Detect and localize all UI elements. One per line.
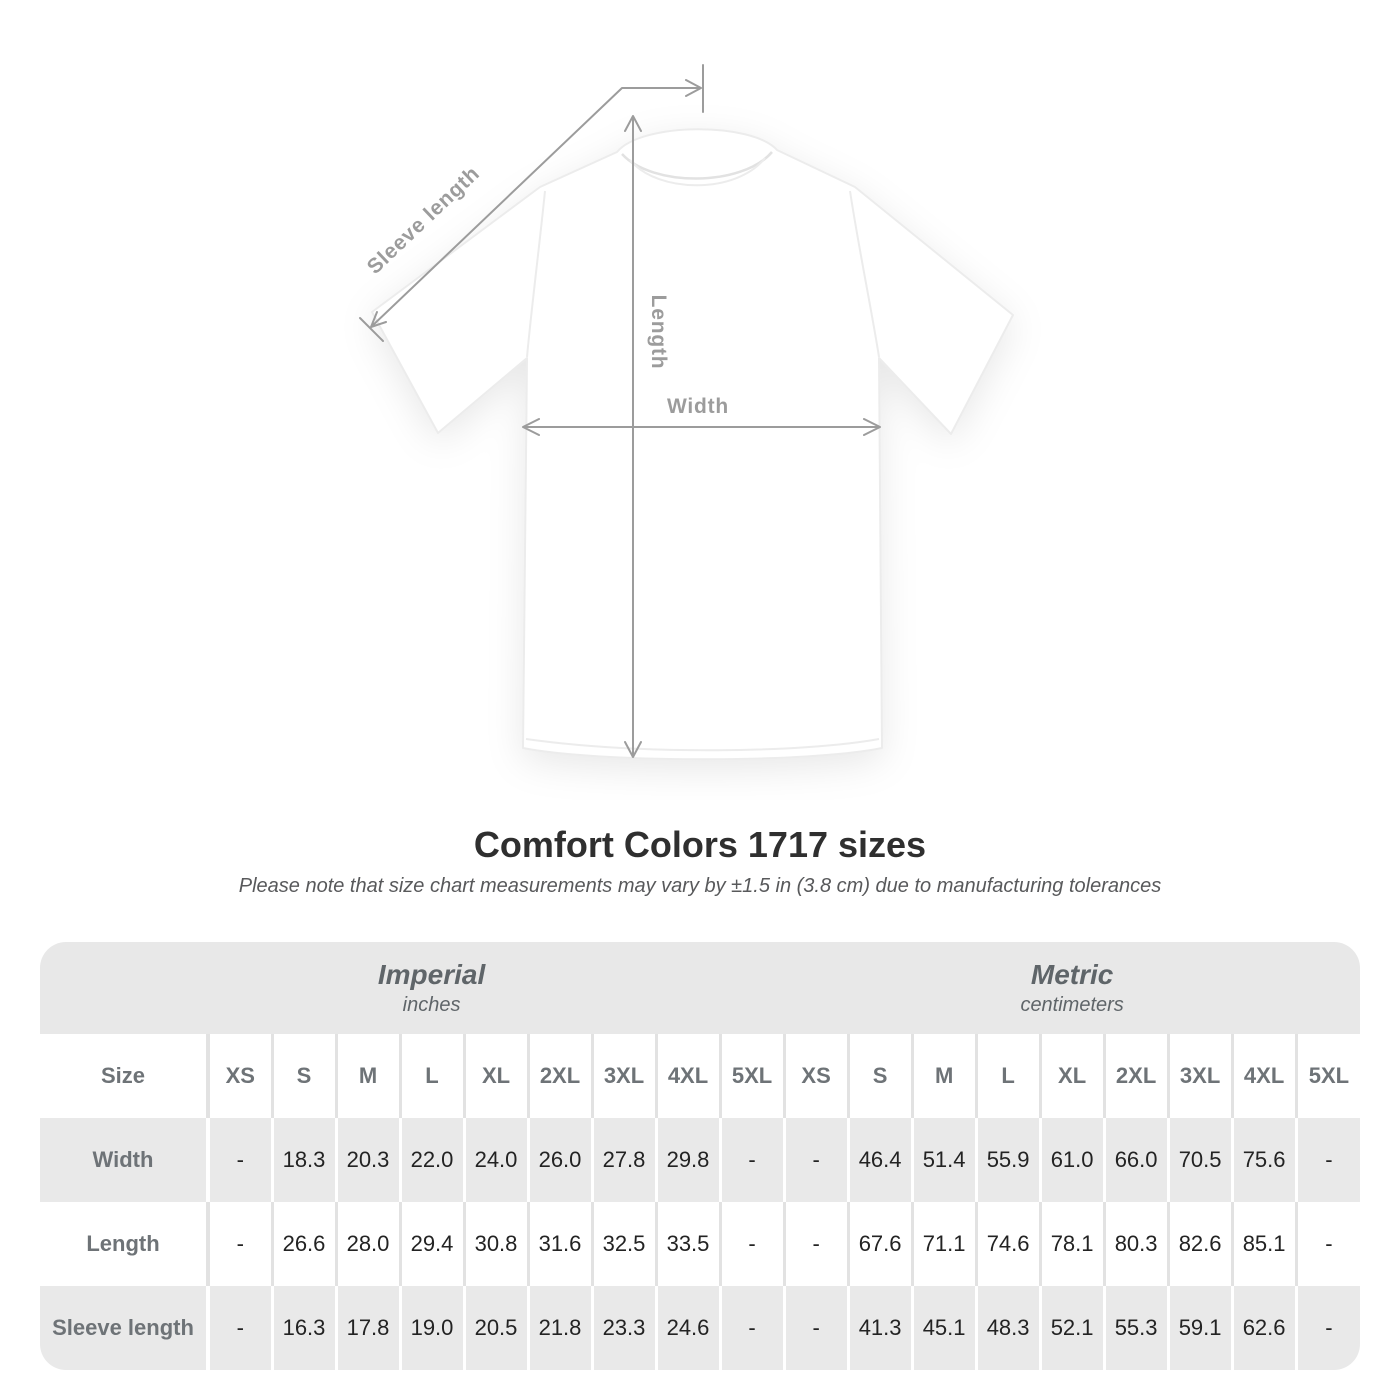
metric-value-cell: 74.6 [976, 1202, 1040, 1286]
unit-group-name: Metric [1030, 959, 1114, 990]
imperial-value-cell: 21.8 [528, 1286, 592, 1370]
metric-value-cell: 67.6 [848, 1202, 912, 1286]
metric-value-cell: 80.3 [1104, 1202, 1168, 1286]
imperial-value-cell: 16.3 [272, 1286, 336, 1370]
imperial-value-cell: 29.8 [656, 1118, 720, 1202]
metric-value-cell: 62.6 [1232, 1286, 1296, 1370]
measurement-row [40, 1202, 1360, 1286]
imperial-value-cell: 31.6 [528, 1202, 592, 1286]
size-header-cell: XS [208, 1034, 272, 1118]
size-header-cell: 4XL [1232, 1034, 1296, 1118]
metric-value-cell: 46.4 [848, 1118, 912, 1202]
size-header-cell: L [400, 1034, 464, 1118]
width-label: Width [666, 395, 730, 418]
imperial-value-cell: 20.3 [336, 1118, 400, 1202]
imperial-value-cell: - [208, 1286, 272, 1370]
size-table-container [40, 942, 1360, 1370]
metric-value-cell: 48.3 [976, 1286, 1040, 1370]
size-header-row [40, 1034, 1360, 1118]
size-column-header: Size [40, 1034, 208, 1118]
size-table [40, 942, 1360, 1370]
metric-value-cell: 75.6 [1232, 1118, 1296, 1202]
imperial-value-cell: 20.5 [464, 1286, 528, 1370]
measurement-label: Sleeve length [40, 1286, 208, 1370]
size-header-cell: M [336, 1034, 400, 1118]
size-header-cell: S [848, 1034, 912, 1118]
size-header-cell: 5XL [720, 1034, 784, 1118]
unit-group-unit: centimeters [1020, 994, 1124, 1016]
imperial-value-cell: - [720, 1202, 784, 1286]
metric-value-cell: 52.1 [1040, 1286, 1104, 1370]
size-header-cell: S [272, 1034, 336, 1118]
units-header-row [40, 942, 1360, 1034]
metric-value-cell: - [784, 1286, 848, 1370]
size-header-cell: XL [1040, 1034, 1104, 1118]
imperial-value-cell: 30.8 [464, 1202, 528, 1286]
imperial-value-cell: - [208, 1202, 272, 1286]
imperial-value-cell: 29.4 [400, 1202, 464, 1286]
size-header-cell: 2XL [528, 1034, 592, 1118]
metric-value-cell: 45.1 [912, 1286, 976, 1370]
measurement-row [40, 1286, 1360, 1370]
length-label: Length [647, 294, 670, 370]
imperial-value-cell: - [208, 1118, 272, 1202]
imperial-value-cell: - [720, 1286, 784, 1370]
unit-group-metric [784, 942, 1360, 1034]
metric-value-cell: - [1296, 1286, 1360, 1370]
metric-value-cell: - [784, 1202, 848, 1286]
metric-value-cell: - [1296, 1202, 1360, 1286]
tolerance-note: Please note that size chart measurements may vary by ±1.5 in (3.8 cm) due to manufacturing tolerances [238, 875, 1162, 897]
metric-value-cell: 59.1 [1168, 1286, 1232, 1370]
size-header-cell: L [976, 1034, 1040, 1118]
metric-value-cell: 70.5 [1168, 1118, 1232, 1202]
imperial-value-cell: 24.6 [656, 1286, 720, 1370]
measurement-row [40, 1118, 1360, 1202]
size-header-cell: XS [784, 1034, 848, 1118]
size-header-cell: 3XL [1168, 1034, 1232, 1118]
page-title: Comfort Colors 1717 sizes [473, 824, 927, 865]
metric-value-cell: - [784, 1118, 848, 1202]
metric-value-cell: 41.3 [848, 1286, 912, 1370]
sleeve-length-label: Sleeve length [362, 161, 485, 279]
imperial-value-cell: 22.0 [400, 1118, 464, 1202]
size-header-cell: 2XL [1104, 1034, 1168, 1118]
imperial-value-cell: 26.6 [272, 1202, 336, 1286]
size-header-cell: 4XL [656, 1034, 720, 1118]
metric-value-cell: 66.0 [1104, 1118, 1168, 1202]
metric-value-cell: 82.6 [1168, 1202, 1232, 1286]
tshirt-silhouette [372, 129, 1013, 759]
imperial-value-cell: 19.0 [400, 1286, 464, 1370]
metric-value-cell: 85.1 [1232, 1202, 1296, 1286]
imperial-value-cell: 26.0 [528, 1118, 592, 1202]
unit-group-imperial [40, 942, 784, 1034]
imperial-value-cell: 33.5 [656, 1202, 720, 1286]
size-header-cell: M [912, 1034, 976, 1118]
imperial-value-cell: 27.8 [592, 1118, 656, 1202]
metric-value-cell: 61.0 [1040, 1118, 1104, 1202]
imperial-value-cell: 17.8 [336, 1286, 400, 1370]
size-header-cell: 5XL [1296, 1034, 1360, 1118]
unit-group-name: Imperial [377, 959, 486, 990]
imperial-value-cell: - [720, 1118, 784, 1202]
tshirt-illustration [372, 129, 1013, 759]
metric-value-cell: 71.1 [912, 1202, 976, 1286]
metric-value-cell: 55.3 [1104, 1286, 1168, 1370]
metric-value-cell: - [1296, 1118, 1360, 1202]
imperial-value-cell: 32.5 [592, 1202, 656, 1286]
size-header-cell: XL [464, 1034, 528, 1118]
measurement-label: Length [40, 1202, 208, 1286]
size-header-cell: 3XL [592, 1034, 656, 1118]
measurement-label: Width [40, 1118, 208, 1202]
metric-value-cell: 55.9 [976, 1118, 1040, 1202]
metric-value-cell: 78.1 [1040, 1202, 1104, 1286]
imperial-value-cell: 28.0 [336, 1202, 400, 1286]
unit-group-unit: inches [402, 994, 461, 1016]
imperial-value-cell: 24.0 [464, 1118, 528, 1202]
imperial-value-cell: 23.3 [592, 1286, 656, 1370]
metric-value-cell: 51.4 [912, 1118, 976, 1202]
imperial-value-cell: 18.3 [272, 1118, 336, 1202]
